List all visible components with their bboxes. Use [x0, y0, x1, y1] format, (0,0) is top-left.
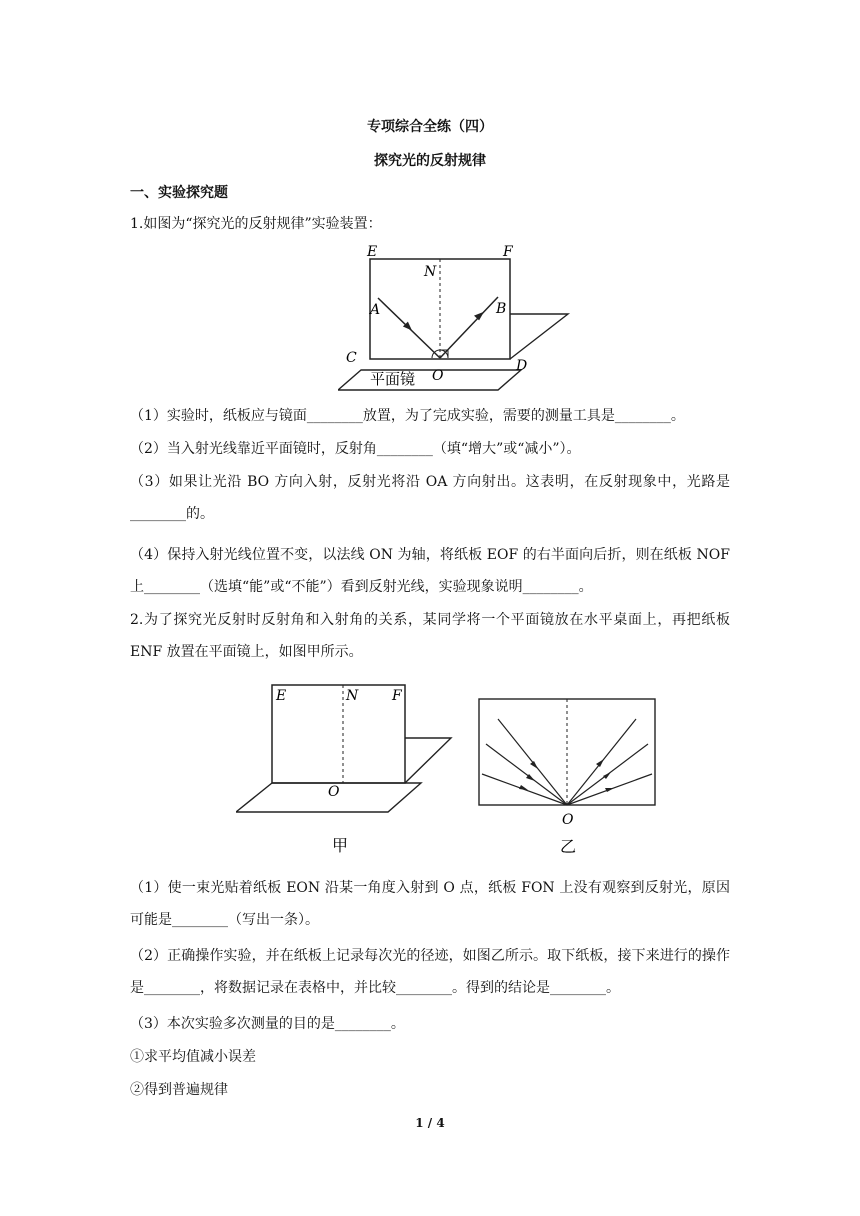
- q1-label-D: D: [516, 358, 528, 374]
- q2-jia-label-N: N: [346, 688, 359, 704]
- q2-jia-back-flap: [405, 738, 451, 783]
- q2-yi-incident-ray: [486, 744, 567, 805]
- q2-yi-arrow: [519, 785, 528, 790]
- q2-stem: 2.为了探究光反射时反射角和入射角的关系，某同学将一个平面镜放在水平桌面上，再把纸板 ENF 放置在平面镜上，如图甲所示。: [130, 612, 735, 660]
- q1-part-3: （3）如果让光沿 BO 方向入射，反射光将沿 OA 方向射出。这表明，在反射现象中，光路是________的。: [130, 474, 730, 522]
- page-subtitle: 探究光的反射规律: [374, 153, 486, 169]
- q1-part-1: （1）实验时，纸板应与镜面________放置，为了完成实验，需要的测量工具是________。: [130, 408, 685, 424]
- q1-part-2: （2）当入射光线靠近平面镜时，反射角________（填“增大”或“减小”）。: [130, 441, 581, 457]
- q1-mirror: [338, 370, 521, 390]
- q1-label-O: O: [432, 368, 444, 384]
- q2-figure-yi: [478, 694, 658, 860]
- q2-yi-arrow: [596, 759, 604, 767]
- q2-yi-arrow: [603, 772, 611, 779]
- q1-mirror-label: 平面镜: [370, 370, 416, 388]
- q2-part-1: （1）使一束光贴着纸板 EON 沿某一角度入射到 O 点，纸板 FON 上没有观察到反射光，原因可能是________（写出一条）。: [130, 880, 730, 928]
- q1-label-A: A: [370, 302, 381, 318]
- q2-part-3: （3）本次实验多次测量的目的是________。: [130, 1016, 405, 1032]
- q2-jia-label-F: F: [392, 688, 402, 704]
- q1-part-4: （4）保持入射光线位置不变，以法线 ON 为轴，将纸板 EOF 的右半面向后折，则在纸板 NOF 上________（选填“能”或“不能”）看到反射光线，实验现象说明________。: [130, 547, 735, 595]
- page-title: 专项综合全练（四）: [367, 119, 493, 135]
- q2-jia-caption: 甲: [332, 836, 349, 855]
- q2-yi-label-O: O: [562, 812, 574, 828]
- q2-option-1: ①求平均值减小误差: [130, 1049, 256, 1065]
- section-heading: 一、实验探究题: [130, 185, 228, 201]
- q2-option-2: ②得到普遍规律: [130, 1082, 228, 1098]
- q2-yi-caption: 乙: [560, 837, 577, 856]
- page-number: 1 / 4: [415, 1116, 445, 1130]
- q2-yi-arrow: [530, 761, 538, 769]
- q1-figure: [338, 242, 578, 394]
- q2-jia-label-E: E: [276, 688, 287, 704]
- q2-part-2: （2）正确操作实验，并在纸板上记录每次光的径迹，如图乙所示。取下纸板，接下来进行的操作是________，将数据记录在表格中，并比较________。得到的结论是________。: [130, 948, 730, 996]
- q1-label-C: C: [346, 350, 357, 366]
- q2-yi-arrow: [605, 788, 614, 792]
- q2-figure-jia: [236, 678, 466, 858]
- q2-jia-label-O: O: [328, 784, 340, 800]
- q1-label-F: F: [503, 244, 513, 260]
- q1-reflected-ray: [440, 297, 498, 358]
- q2-jia-board: [272, 685, 405, 783]
- q1-label-B: B: [496, 301, 507, 317]
- q1-label-N: N: [424, 264, 437, 280]
- q1-label-E: E: [367, 244, 378, 260]
- q1-back-flap: [510, 314, 568, 359]
- q1-reflected-arrow: [474, 312, 484, 321]
- q1-stem: 1.如图为“探究光的反射规律”实验装置：: [130, 216, 382, 232]
